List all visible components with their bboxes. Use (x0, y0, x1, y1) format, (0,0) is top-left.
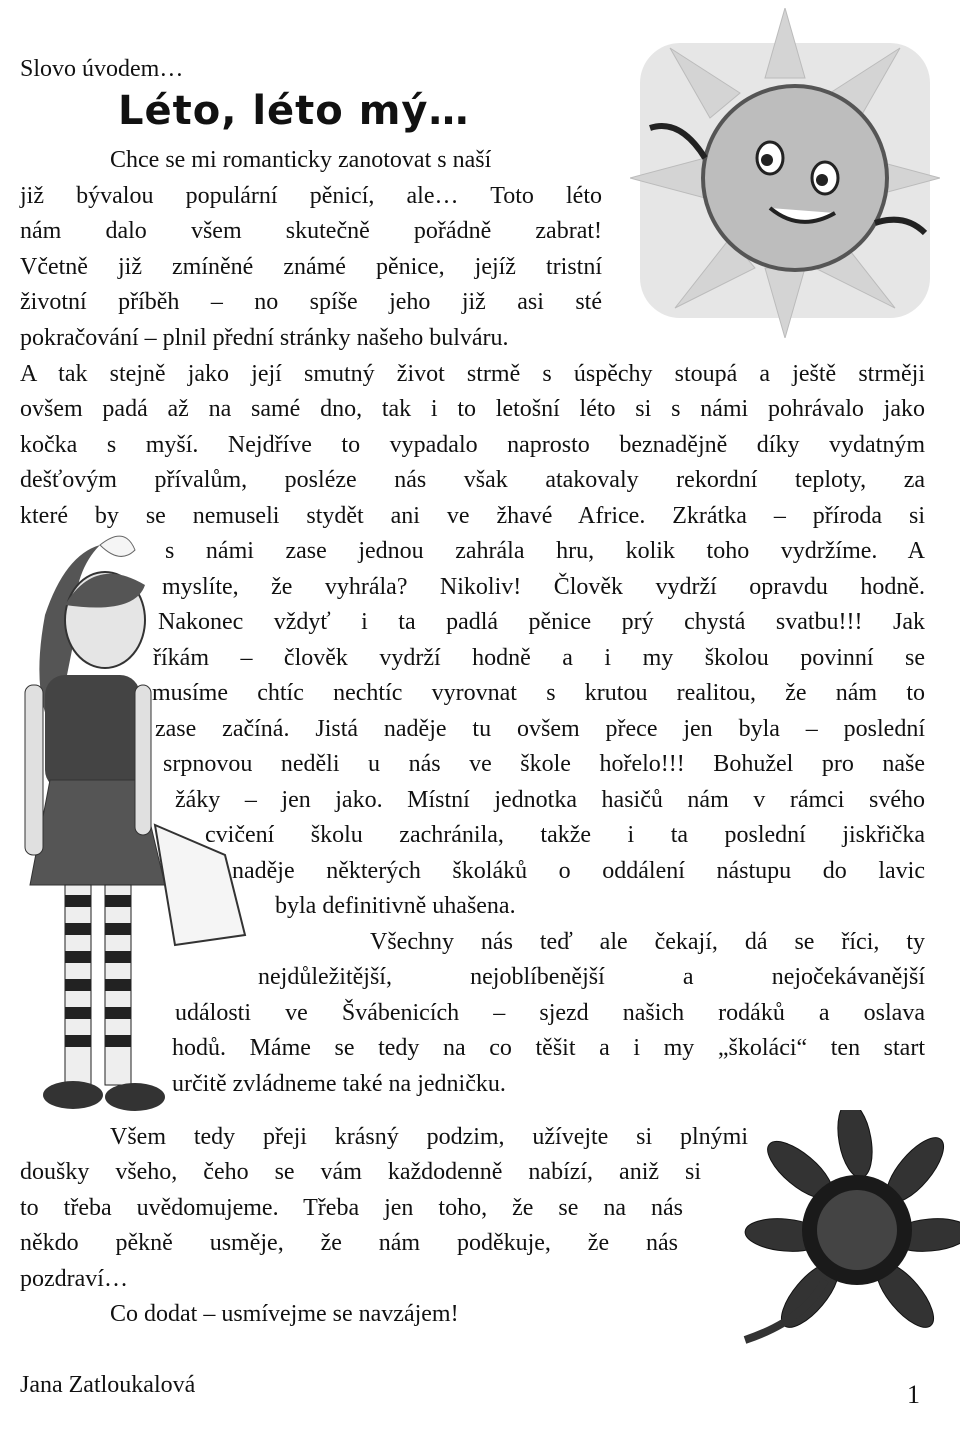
paragraph-line: Všem tedy přeji krásný podzim, užívejte si plnými (110, 1124, 748, 1150)
paragraph-line: říkám – člověk vydrží hodně a i my školou povinní se (153, 645, 925, 671)
paragraph-line: dešťovým přívalům, posléze nás však atakovaly rekordní teploty, za (20, 467, 925, 493)
paragraph-line: životní příběh – no spíše jeho již asi sté (20, 289, 602, 315)
paragraph-line: které by se nemuseli stydět ani ve žhavé Africe. Zkrátka – příroda si (20, 503, 925, 529)
paragraph-line: hodů. Máme se tedy na co těšit a i my „školáci“ ten start (172, 1035, 925, 1061)
paragraph-line: zase začíná. Jistá naděje tu ovšem přece jen byla – poslední (155, 716, 925, 742)
paragraph-line: nám dalo všem skutečně pořádně zabrat! (20, 218, 602, 244)
paragraph-line: doušky všeho, čeho se vám každodenně nabízí, aniž si (20, 1159, 701, 1185)
paragraph-line: Nakonec vždyť i ta padlá pěnice prý chystá svatbu!!! Jak (158, 609, 925, 635)
paragraph-line: kočka s myší. Nejdříve to vypadalo naprosto beznadějně díky vydatným (20, 432, 925, 458)
page-number: 1 (907, 1380, 920, 1409)
paragraph-line: byla definitivně uhašena. (275, 893, 516, 919)
paragraph-line: někdo pěkně usměje, že nám poděkuje, že nás (20, 1230, 678, 1256)
paragraph-line: cvičení školu zachránila, takže i ta poslední jiskřička (205, 822, 925, 848)
paragraph-line: musíme chtíc nechtíc vyrovnat s krutou realitou, že nám to (152, 680, 925, 706)
paragraph-line: Chce se mi romanticky zanotovat s naší (110, 147, 492, 173)
sunflower-illustration (715, 1110, 960, 1350)
paragraph-line: události ve Švábenicích – sjezd našich rodáků a oslava (175, 1000, 925, 1026)
page-title: Léto, léto mý… (118, 88, 470, 134)
paragraph-line: s námi zase jednou zahrála hru, kolik toho vydržíme. A (165, 538, 925, 564)
paragraph-line: A tak stejně jako její smutný život strmě s úspěchy stoupá a ještě strměji (20, 361, 925, 387)
paragraph-line: nejdůležitější, nejoblíbenější a nejočekávanější (258, 964, 925, 990)
paragraph-line: ovšem padá až na samé dno, tak i to letošní léto si s námi pohrávalo jako (20, 396, 925, 422)
paragraph-line: již bývalou populární pěnicí, ale… Toto léto (20, 183, 602, 209)
paragraph-line: myslíte, že vyhrála? Nikoliv! Člověk vydrží opravdu hodně. (162, 574, 925, 600)
sun-illustration (630, 8, 940, 338)
paragraph-line: Co dodat – usmívejme se navzájem! (110, 1301, 459, 1327)
paragraph-line: žáky – jen jako. Místní jednotka hasičů nám v rámci svého (175, 787, 925, 813)
paragraph-line: srpnovou neděli u nás ve škole hořelo!!! Bohužel pro naše (163, 751, 925, 777)
signature: Jana Zatloukalová (20, 1372, 196, 1398)
paragraph-line: Všechny nás teď ale čekají, dá se říci, ty (370, 929, 925, 955)
paragraph-line: Včetně již zmíněné známé pěnice, jejíž tristní (20, 254, 602, 280)
intro-label: Slovo úvodem… (20, 56, 184, 82)
paragraph-line: to třeba uvědomujeme. Třeba jen toho, že se na nás (20, 1195, 683, 1221)
paragraph-line: určitě zvládneme také na jedničku. (172, 1071, 506, 1097)
paragraph-line: pokračování – plnil přední stránky našeho bulváru. (20, 325, 509, 351)
paragraph-line: pozdraví… (20, 1266, 128, 1292)
paragraph-line: naděje některých školáků o oddálení nástupu do lavic (232, 858, 925, 884)
